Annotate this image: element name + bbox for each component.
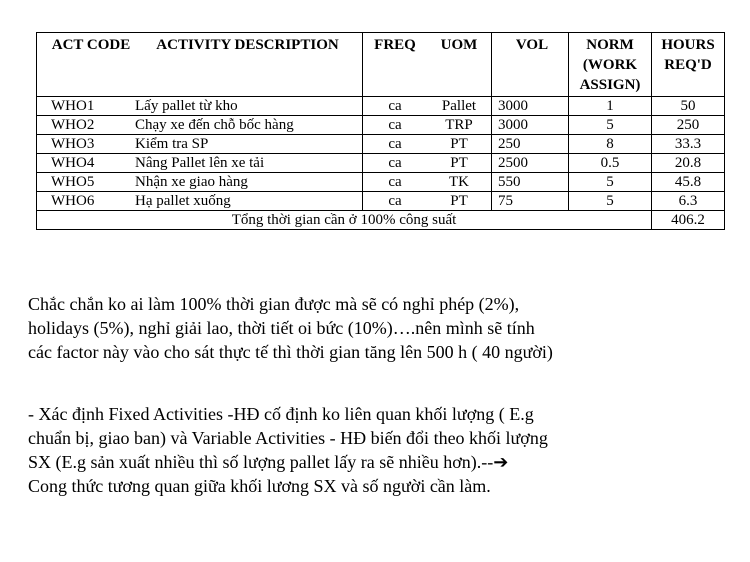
cell-vol: 550 [492, 173, 569, 192]
cell-description: Hạ pallet xuống [133, 192, 363, 211]
cell-vol: 75 [492, 192, 569, 211]
cell-uom: PT [427, 135, 492, 154]
cell-code: WHO4 [37, 154, 134, 173]
cell-description: Nhận xe giao hàng [133, 173, 363, 192]
cell-norm: 1 [569, 97, 652, 116]
table-row [37, 97, 725, 116]
cell-vol: 3000 [492, 116, 569, 135]
cell-code: WHO3 [37, 135, 134, 154]
cell-hours: 250 [652, 116, 725, 135]
cell-vol: 3000 [492, 97, 569, 116]
cell-vol: 2500 [492, 154, 569, 173]
table-row [37, 192, 725, 211]
total-label: Tổng thời gian cần ở 100% công suất [37, 211, 652, 230]
header-act-code: ACT CODE [37, 33, 134, 97]
table-row [37, 116, 725, 135]
cell-code: WHO2 [37, 116, 134, 135]
paragraph-line: - Xác định Fixed Activities -HĐ cố định ko liên quan khối lượng ( E.g [28, 404, 534, 424]
cell-description: Kiểm tra SP [133, 135, 363, 154]
paragraph-line: holidays (5%), nghỉ giải lao, thời tiết oi bức (10%)….nên mình sẽ tính [28, 318, 535, 338]
total-row [37, 211, 725, 230]
cell-norm: 8 [569, 135, 652, 154]
header-hours: HOURS REQ'D [652, 33, 725, 97]
cell-description: Chạy xe đến chỗ bốc hàng [133, 116, 363, 135]
cell-norm: 0.5 [569, 154, 652, 173]
paragraph-line: các factor này vào cho sát thực tế thì thời gian tăng lên 500 h ( 40 người) [28, 342, 553, 362]
cell-freq: ca [363, 97, 428, 116]
cell-norm: 5 [569, 192, 652, 211]
paragraph-line: chuẩn bị, giao ban) và Variable Activities - HĐ biến đổi theo khối lượng [28, 428, 548, 448]
header-activity-description: ACTIVITY DESCRIPTION [133, 33, 363, 97]
paragraph-line: SX (E.g sản xuất nhiều thì số lượng pallet lấy ra sẽ nhiều hơn).--➔ [28, 452, 509, 472]
cell-code: WHO1 [37, 97, 134, 116]
cell-code: WHO5 [37, 173, 134, 192]
total-hours-value: 406.2 [652, 211, 725, 230]
cell-hours: 50 [652, 97, 725, 116]
activity-classification-paragraph [28, 402, 728, 498]
header-uom: UOM [427, 33, 492, 97]
cell-description: Lấy pallet từ kho [133, 97, 363, 116]
cell-description: Nâng Pallet lên xe tải [133, 154, 363, 173]
header-norm: NORM (WORK ASSIGN) [569, 33, 652, 97]
cell-norm: 5 [569, 173, 652, 192]
cell-uom: TRP [427, 116, 492, 135]
cell-freq: ca [363, 154, 428, 173]
cell-code: WHO6 [37, 192, 134, 211]
cell-uom: PT [427, 192, 492, 211]
factor-explanation-paragraph [28, 292, 728, 364]
header-vol: VOL [492, 33, 569, 97]
cell-hours: 33.3 [652, 135, 725, 154]
cell-vol: 250 [492, 135, 569, 154]
cell-uom: TK [427, 173, 492, 192]
cell-freq: ca [363, 135, 428, 154]
cell-norm: 5 [569, 116, 652, 135]
activity-table-container [36, 32, 725, 230]
cell-freq: ca [363, 173, 428, 192]
cell-freq: ca [363, 192, 428, 211]
activity-table [36, 32, 725, 230]
cell-hours: 45.8 [652, 173, 725, 192]
table-row [37, 173, 725, 192]
cell-uom: Pallet [427, 97, 492, 116]
table-header-row [37, 33, 725, 97]
header-freq: FREQ [363, 33, 428, 97]
table-row [37, 135, 725, 154]
paragraph-line: Chắc chắn ko ai làm 100% thời gian được mà sẽ có nghỉ phép (2%), [28, 294, 520, 314]
cell-uom: PT [427, 154, 492, 173]
cell-hours: 20.8 [652, 154, 725, 173]
cell-freq: ca [363, 116, 428, 135]
table-row [37, 154, 725, 173]
cell-hours: 6.3 [652, 192, 725, 211]
paragraph-line: Cong thức tương quan giữa khối lương SX và số người cần làm. [28, 476, 491, 496]
